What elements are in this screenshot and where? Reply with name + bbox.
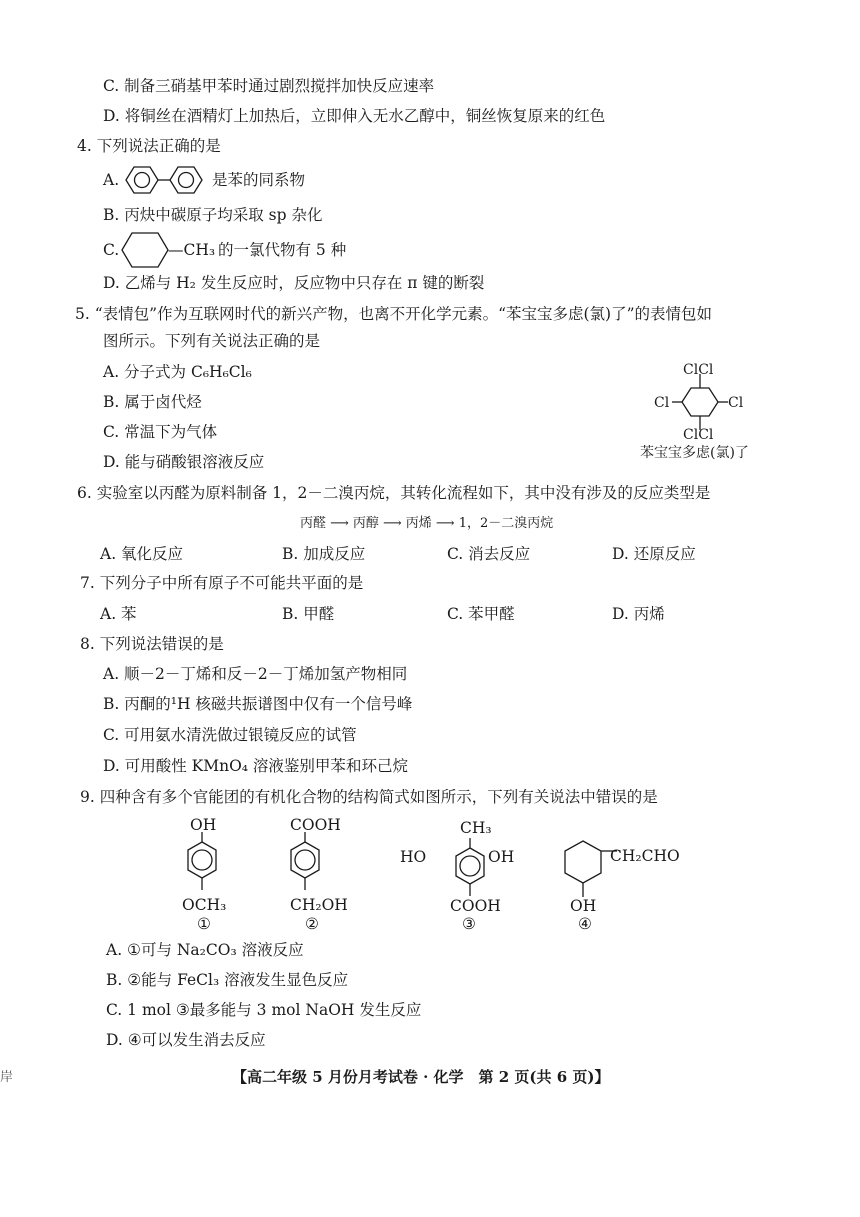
q4-option-a-text: 是苯的同系物 <box>212 171 306 189</box>
structure-3-right: OH <box>488 848 515 866</box>
structure-2-number: ② <box>305 915 319 933</box>
q3-option-c: C. 制备三硝基甲苯时通过剧烈搅拌加快反应速率 <box>103 77 435 95</box>
q5-option-b: B. 属于卤代烃 <box>103 393 202 411</box>
structure-3-left: HO <box>400 848 427 866</box>
q6-option-d: D. 还原反应 <box>612 545 696 563</box>
q8-stem: 8. 下列说法错误的是 <box>80 635 224 653</box>
q7-stem: 7. 下列分子中所有原子不可能共平面的是 <box>80 574 364 592</box>
edge-mark: 岸 <box>0 1070 14 1085</box>
structure-3-number: ③ <box>462 915 476 933</box>
structure-4-bottom: OH <box>570 897 597 915</box>
biphenyl-structure <box>122 162 212 198</box>
hexachloro-left-label: Cl <box>654 395 670 411</box>
q6-flow: 丙醛 ⟶ 丙醇 ⟶ 丙烯 ⟶ 1，2－二溴丙烷 <box>300 516 554 531</box>
structure-3-bottom: COOH <box>450 897 501 915</box>
q8-option-b: B. 丙酮的¹H 核磁共振谱图中仅有一个信号峰 <box>103 695 413 713</box>
structure-1-ring <box>172 830 232 900</box>
structure-4-right: CH₂CHO <box>610 847 680 865</box>
q4-option-c-ch3: —CH₃ <box>168 241 216 259</box>
q6-option-c: C. 消去反应 <box>447 545 531 563</box>
q7-option-b: B. 甲醛 <box>282 605 335 623</box>
q4-option-c-prefix: C. <box>103 241 120 259</box>
structure-3-top: CH₃ <box>460 819 492 837</box>
q9-option-a: A. ①可与 Na₂CO₃ 溶液反应 <box>106 941 304 959</box>
structure-2-top: COOH <box>290 816 341 834</box>
structure-1-top: OH <box>190 816 217 834</box>
q5-option-d: D. 能与硝酸银溶液反应 <box>103 453 265 471</box>
q7-option-a: A. 苯 <box>100 605 137 623</box>
hexachloro-right-label: Cl <box>728 395 744 411</box>
q4-stem: 4. 下列说法正确的是 <box>77 137 221 155</box>
q8-option-d: D. 可用酸性 KMnO₄ 溶液鉴别甲苯和环己烷 <box>103 757 408 775</box>
q9-option-c: C. 1 mol ③最多能与 3 mol NaOH 发生反应 <box>106 1001 422 1019</box>
hexachloro-caption: 苯宝宝多虑(氯)了 <box>640 445 749 461</box>
structure-2-bottom: CH₂OH <box>290 896 348 914</box>
q5-stem-line2: 图所示。下列有关说法正确的是 <box>103 332 321 350</box>
q5-stem-line1: 5. “表情包”作为互联网时代的新兴产物，也离不开化学元素。“苯宝宝多虑(氯)了”的表情包如 <box>75 305 713 323</box>
q7-option-d: D. 丙烯 <box>612 605 665 623</box>
q9-stem: 9. 四种含有多个官能团的有机化合物的结构简式如图所示，下列有关说法中错误的是 <box>80 788 658 806</box>
structure-2-ring <box>275 830 335 900</box>
hexachloro-top-label: ClCl <box>683 362 714 378</box>
q4-option-d: D. 乙烯与 H₂ 发生反应时，反应物中只存在 π 键的断裂 <box>103 274 485 292</box>
structure-4-number: ④ <box>578 915 592 933</box>
q3-option-d: D. 将铜丝在酒精灯上加热后，立即伸入无水乙醇中，铜丝恢复原来的红色 <box>103 107 606 125</box>
q5-option-c: C. 常温下为气体 <box>103 423 218 441</box>
q4-option-a-prefix: A. <box>103 171 120 189</box>
q9-option-d: D. ④可以发生消去反应 <box>106 1031 266 1049</box>
q5-option-a: A. 分子式为 C₆H₆Cl₆ <box>103 363 252 381</box>
hexachloro-bottom-label: ClCl <box>683 427 714 443</box>
q8-option-a: A. 顺－2－丁烯和反－2－丁烯加氢产物相同 <box>103 665 408 683</box>
q6-stem: 6. 实验室以丙醛为原料制备 1，2－二溴丙烷，其转化流程如下，其中没有涉及的反应类型是 <box>77 484 711 502</box>
structure-1-number: ① <box>197 915 211 933</box>
q8-option-c: C. 可用氨水清洗做过银镜反应的试管 <box>103 726 357 744</box>
q4-option-b: B. 丙炔中碳原子均采取 sp 杂化 <box>103 206 323 224</box>
page-footer: 【高二年级 5 月份月考试卷 · 化学 第 2 页(共 6 页)】 <box>232 1068 610 1086</box>
q6-option-b: B. 加成反应 <box>282 545 366 563</box>
q6-option-a: A. 氧化反应 <box>100 545 184 563</box>
q4-option-c-text: 的一氯代物有 5 种 <box>218 241 347 259</box>
methylcyclohexane-ring <box>118 230 174 270</box>
q7-option-c: C. 苯甲醛 <box>447 605 515 623</box>
structure-1-bottom: OCH₃ <box>182 896 227 914</box>
q9-option-b: B. ②能与 FeCl₃ 溶液发生显色反应 <box>106 971 349 989</box>
